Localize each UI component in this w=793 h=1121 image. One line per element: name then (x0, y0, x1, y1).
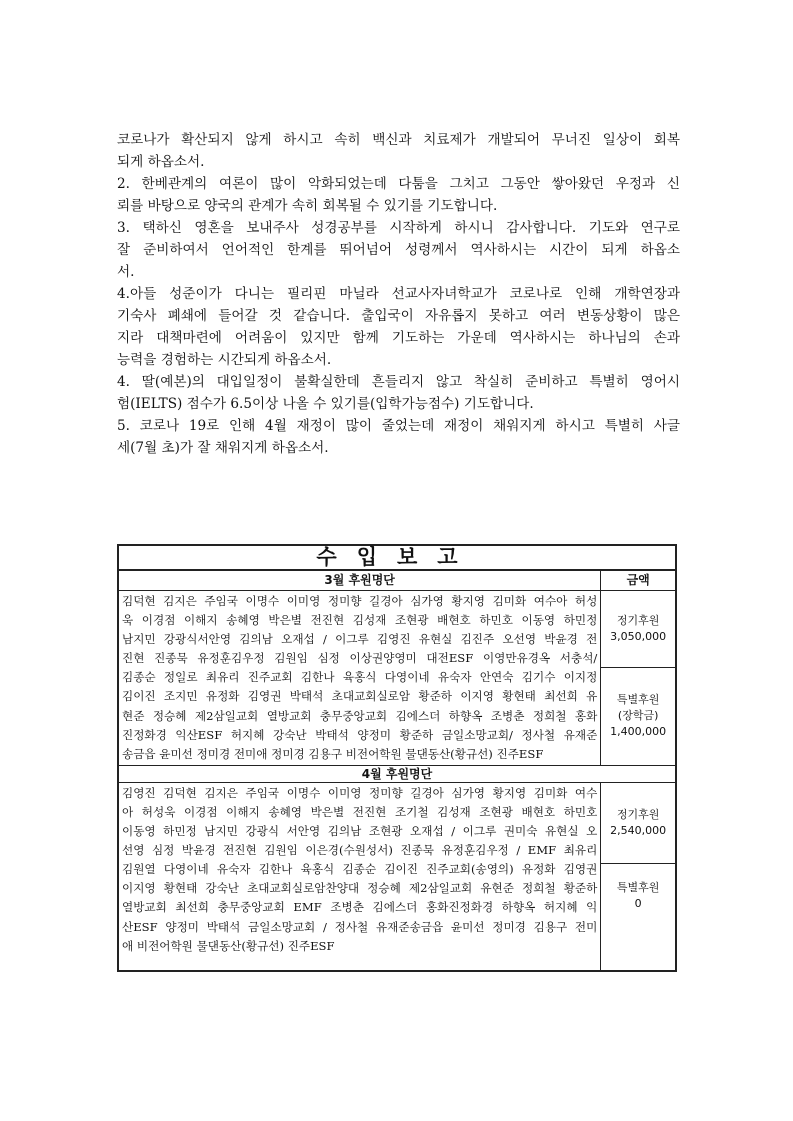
donor-line: 김원열 다영이네 유숙자 김한나 육홍식 김종순 김이진 진주교회(송영의) 유정화 김영권 (122, 862, 598, 877)
paragraph-line: 4.아들 성준이가 다니는 필리핀 마닐라 선교사자녀학교가 코로나로 인해 개학연장과 (117, 286, 680, 302)
paragraph-line: 잘 준비하여서 언어적인 한계를 뛰어넘어 성령께서 역사하시는 시간이 되게 하옵소 (117, 242, 680, 258)
donor-line: 애 비전어학원 물댄동산(황규선) 진주ESF (122, 938, 335, 953)
paragraph-line: 되게 하옵소서. (117, 154, 205, 170)
donor-line: 남지민 강광식서안영 김의남 오재섭 / 이그루 김영진 유현실 김진주 오선영 박윤경 전 (122, 632, 598, 647)
special-note: (장학금) (617, 709, 659, 723)
paragraph-line: 5. 코로나 19로 인해 4월 재정이 많이 줄었는데 재정이 채워지게 하시고 특별히 사글 (117, 418, 680, 434)
march-donor-list (118, 591, 601, 766)
april-special-amount-cell (601, 863, 676, 971)
donor-line: 선영 심정 박윤경 전진현 김원임 이은경(수원성서) 진종묵 유정훈김우정 / EMF 최유리 (122, 843, 598, 858)
march-regular-amount-cell (601, 591, 676, 668)
paragraph-line: 기숙사 폐쇄에 들어갈 것 같습니다. 출입국이 자유롭지 못하고 여러 변동상황이 많은 (117, 308, 680, 324)
paragraph-line: 뢰를 바탕으로 양국의 관계가 속히 회복될 수 있기를 기도합니다. (117, 198, 498, 214)
income-report-table (117, 544, 677, 972)
donor-line: 김이진 조지민 유정화 김영권 박태석 초대교회실로암 황준하 이지영 황현태 최선희 유 (122, 689, 598, 704)
march-special-amount-cell (601, 667, 676, 765)
paragraph-line: 코로나가 확산되지 않게 하시고 속히 백신과 치료제가 개발되어 무너진 일상이 회복 (117, 132, 680, 148)
amount-header: 금액 (601, 570, 676, 591)
donor-line: 진현 진종묵 유정훈김우정 김원임 심정 이상권양영미 대전ESF 이영만유경옥 서충석/ (122, 651, 598, 666)
paragraph-line: 험(IELTS) 점수가 6.5이상 나올 수 있기를(입학가능점수) 기도합니다. (117, 396, 534, 412)
donor-line: 욱 이경점 이해지 송혜영 박은별 전진현 김성재 조현광 배현호 하민호 이동영 하민정 (122, 613, 598, 628)
donor-line: 진정화경 익산ESF 허지혜 강숙난 박태석 양정미 황준하 금일소망교회/ 정사철 유재준 (122, 727, 598, 742)
paragraph-line: 4. 딸(예본)의 대입일정이 불확실한데 흔들리지 않고 착실히 준비하고 특별히 영어시 (117, 374, 680, 390)
april-header: 4월 후원명단 (118, 765, 676, 782)
special-label: 특별후원 (616, 693, 660, 707)
march-header: 3월 후원명단 (118, 570, 601, 591)
special-label: 특별후원 (616, 880, 660, 894)
april-donor-list (118, 782, 601, 971)
regular-label: 정기후원 (616, 807, 660, 821)
paragraph-line: 2. 한베관계의 여론이 많이 악화되었는데 다툼을 그치고 그동안 쌓아왔던 우정과 신 (117, 176, 680, 192)
report-title: 수입보고 (118, 545, 676, 570)
donor-line: 이동영 하민정 남지민 강광식 서안영 김의남 조현광 오재섭 / 이그루 권미숙 유현실 오 (122, 824, 598, 839)
paragraph-line: 세(7월 초)가 잘 채워지게 하옵소서. (117, 440, 329, 456)
donor-line: 아 허성욱 이경점 이해지 송혜영 박은별 전진현 조기철 김성재 조현광 배현호 하민호 (122, 804, 598, 819)
regular-amount: 2,540,000 (610, 823, 667, 837)
paragraph-line: 서. (117, 264, 135, 280)
donor-line: 현준 정승혜 제2삼일교회 열방교회 충무중앙교회 김에스더 하향옥 조병춘 정희철 홍화 (122, 708, 598, 723)
paragraph-line: 지라 대책마련에 어려움이 있지만 함께 기도하는 가운데 역사하시는 하나님의 손과 (117, 330, 680, 346)
april-regular-amount-cell (601, 782, 676, 863)
special-amount: 0 (634, 896, 642, 910)
donor-line: 김덕현 김지은 주임국 이명수 이미영 정미향 길경아 심가영 황지영 김미화 여수아 허성 (122, 594, 598, 608)
special-amount: 1,400,000 (610, 725, 667, 739)
regular-label: 정기후원 (616, 613, 660, 627)
donor-line: 산ESF 양정미 박태석 금일소망교회 / 정사철 유재준송금읍 윤미선 정미경 김용구 전미 (122, 919, 598, 934)
donor-line: 송금읍 윤미선 정미경 전미애 정미경 김용구 비전어학원 물댄동산(황규선) 진주ESF (122, 746, 544, 761)
prayer-requests (117, 129, 680, 459)
donor-line: 이지영 황현태 강숙난 초대교회실로암찬양대 정승혜 제2삼일교회 유현준 정희철 황준하 (122, 881, 598, 896)
donor-line: 김종순 정일로 최유리 진주교회 김한나 육홍식 다영이네 유숙자 안연숙 김기수 이지정 (122, 670, 598, 685)
paragraph-line: 3. 택하신 영혼을 보내주사 성경공부를 시작하게 하시니 감사합니다. 기도와 연구로 (117, 220, 680, 236)
donor-line: 열방교회 최선희 충무중앙교회 EMF 조병춘 김에스더 홍화진정화경 하향옥 허지혜 익 (122, 900, 598, 915)
paragraph-line: 능력을 경험하는 시간되게 하옵소서. (117, 352, 332, 368)
regular-amount: 3,050,000 (610, 629, 667, 643)
donor-line: 김영진 김덕현 김지은 주임국 이명수 이미영 정미향 길경아 심가영 황지영 김미화 여수 (122, 785, 598, 800)
